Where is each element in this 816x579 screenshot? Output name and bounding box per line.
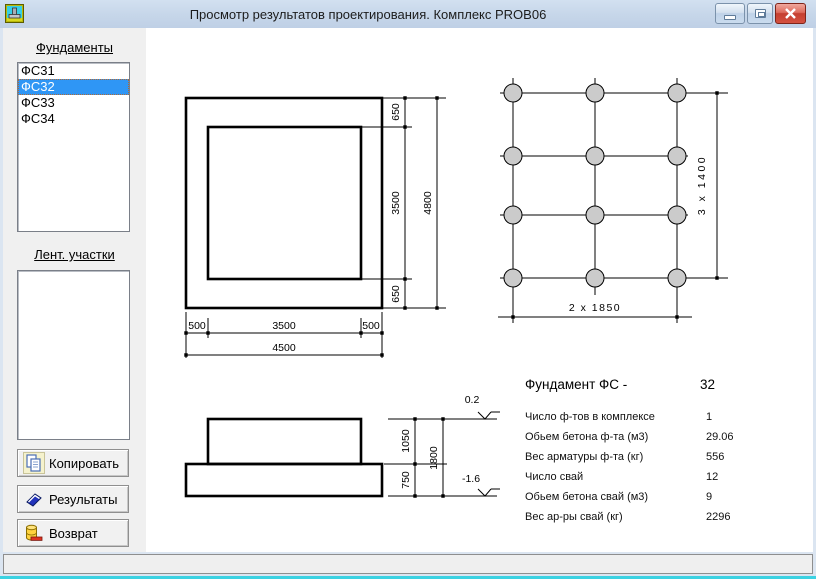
result-value: 2296: [706, 511, 731, 523]
drawing-area: [146, 28, 813, 552]
results-rows: [517, 411, 812, 531]
list-item-selected[interactable]: ФС32: [18, 79, 129, 95]
results-title-value: 32: [700, 377, 716, 392]
result-value: 12: [706, 471, 719, 483]
strip-sections-listbox[interactable]: [17, 270, 130, 440]
dim-label: 1800: [428, 446, 440, 470]
dim-label: 3500: [272, 320, 296, 332]
back-button[interactable]: [17, 519, 129, 547]
titlebar: [0, 0, 816, 28]
result-label: Обьем бетона ф-та (м3): [525, 431, 649, 443]
results-row: [517, 411, 812, 431]
list-item[interactable]: ФС31: [21, 63, 55, 78]
copy-button-label: Копировать: [49, 455, 119, 471]
back-button-label: Возврат: [49, 525, 98, 541]
plan-view: [184, 96, 446, 358]
results-title-label: Фундамент ФС -: [525, 377, 628, 392]
dim-label: 4500: [272, 342, 296, 354]
minimize-icon: [724, 15, 736, 20]
section-view: [186, 394, 500, 498]
window-controls: [715, 3, 806, 24]
section-upper-outline: [208, 419, 361, 464]
copy-button[interactable]: [17, 449, 129, 477]
dim-label: 3 x 1400: [696, 154, 708, 216]
database-return-icon: [23, 522, 45, 544]
dim-label: 750: [400, 471, 412, 489]
section-lower-outline: [186, 464, 382, 496]
result-value: 29.06: [706, 431, 734, 443]
foundations-label: Фундаменты: [35, 40, 114, 55]
strip-sections-label: Лент. участки: [34, 247, 115, 262]
pile-grid-ticks: [511, 91, 718, 318]
dim-label: 3500: [390, 191, 402, 215]
dim-label: 650: [390, 285, 402, 303]
results-button-label: Результаты: [49, 491, 118, 507]
minimize-button[interactable]: [715, 3, 745, 24]
plan-outer-outline: [186, 98, 382, 308]
dim-label: 2 x 1850: [568, 302, 622, 314]
result-value: 556: [706, 451, 725, 463]
pile-grid-view: [498, 78, 728, 323]
results-button[interactable]: [17, 485, 129, 513]
result-label: Вес арматуры ф-та (кг): [525, 451, 644, 463]
dim-label: 650: [390, 103, 402, 121]
result-value: 1: [706, 411, 713, 423]
results-row: [517, 431, 812, 451]
results-icon: [23, 488, 45, 510]
results-panel: [517, 377, 812, 531]
maximize-icon: [755, 9, 766, 18]
dim-label: 500: [362, 320, 380, 332]
result-label: Обьем бетона свай (м3): [525, 491, 649, 503]
elevation-label: 0.2: [464, 394, 480, 406]
dim-label: 4800: [422, 191, 434, 215]
result-label: Число ф-тов в комплексе: [525, 411, 655, 423]
result-value: 9: [706, 491, 713, 503]
dim-label: 500: [188, 320, 206, 332]
copy-icon: [23, 452, 45, 474]
dim-label: 1050: [400, 429, 412, 453]
status-bar: [3, 554, 813, 574]
result-label: Вес ар-ры свай (кг): [525, 511, 623, 523]
foundation-icon: [5, 4, 24, 23]
window-title: Просмотр результатов проектирования. Комплекс PROB06: [189, 6, 547, 22]
results-title: [517, 377, 812, 393]
plan-dimension-lines: [186, 98, 446, 358]
elevation-label: -1.6: [461, 473, 481, 485]
close-icon: [784, 8, 797, 19]
pile-grid-lines: [498, 78, 728, 323]
foundations-listbox[interactable]: [17, 62, 130, 232]
results-row: [517, 491, 812, 511]
close-button[interactable]: [775, 3, 806, 24]
plan-dimension-ticks: [184, 96, 438, 356]
result-label: Число свай: [525, 471, 584, 483]
list-item[interactable]: ФС34: [21, 111, 55, 126]
list-item[interactable]: ФС33: [21, 95, 55, 110]
plan-inner-outline: [208, 127, 361, 279]
results-row: [517, 511, 812, 531]
results-row: [517, 471, 812, 491]
maximize-button[interactable]: [747, 3, 773, 24]
results-row: [517, 451, 812, 471]
sidebar: [3, 28, 146, 552]
